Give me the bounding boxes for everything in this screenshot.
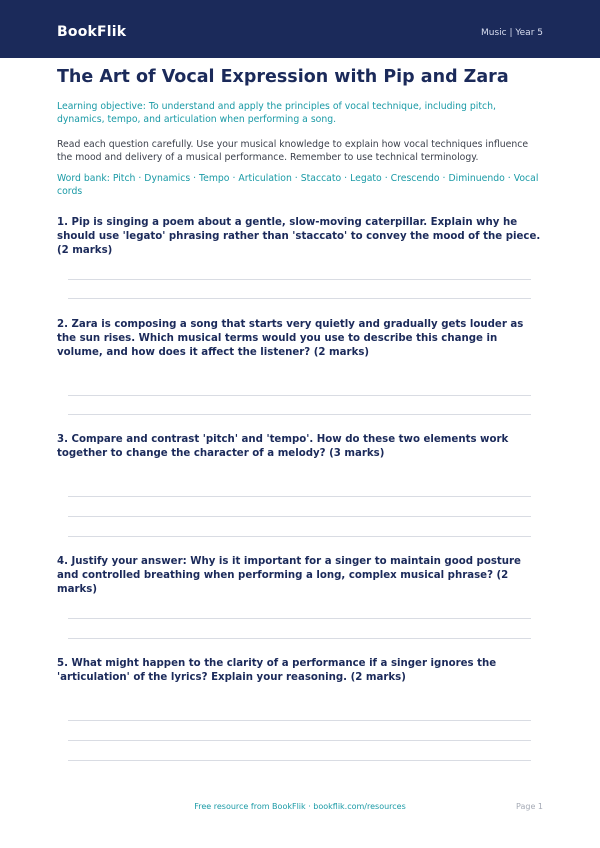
word-bank: Word bank: Pitch · Dynamics · Tempo · Articulation · Staccato · Legato · Crescendo · Diminuendo · Vocal cords [57, 173, 539, 197]
question-4: 4. Justify your answer: Why is it important for a singer to maintain good posture and controlled breathing when performing a long, complex musical phrase? (2 marks) [57, 556, 521, 595]
answer-line[interactable] [68, 638, 531, 639]
question-5: 5. What might happen to the clarity of a performance if a singer ignores the 'articulation' of the lyrics? Explain your reasoning. (2 marks) [57, 658, 497, 683]
answer-line[interactable] [68, 279, 531, 280]
answer-line[interactable] [68, 720, 531, 721]
answer-line[interactable] [68, 496, 531, 497]
answer-line[interactable] [68, 395, 531, 396]
answer-line[interactable] [68, 298, 531, 299]
question-2: 2. Zara is composing a song that starts very quietly and gradually gets louder as the sun rises. Which musical terms would you use to describe this change in volume, and how does it affect the listener? (2 marks) [57, 319, 524, 358]
answer-line[interactable] [68, 618, 531, 619]
answer-line[interactable] [68, 414, 531, 415]
answer-line[interactable] [68, 536, 531, 537]
instructions: Read each question carefully. Use your musical knowledge to explain how vocal techniques influence the mood and delivery of a musical performance. Remember to use technical terminology. [57, 139, 529, 163]
brand-logo: BookFlik [57, 24, 127, 40]
answer-line[interactable] [68, 740, 531, 741]
footer-credit[interactable]: Free resource from BookFlik · bookflik.com/resources [194, 802, 406, 811]
page-number: Page 1 [516, 802, 543, 811]
page-header [0, 0, 600, 58]
learning-objective: Learning objective: To understand and apply the principles of vocal technique, including pitch, dynamics, tempo, and articulation when performing a song. [57, 101, 496, 125]
question-1: 1. Pip is singing a poem about a gentle, slow-moving caterpillar. Explain why he should use 'legato' phrasing rather than 'staccato' to convey the mood of the piece. (2 marks) [57, 217, 541, 256]
question-3: 3. Compare and contrast 'pitch' and 'tempo'. How do these two elements work together to change the character of a melody? (3 marks) [57, 434, 509, 459]
subject-year-label: Music | Year 5 [480, 28, 543, 38]
worksheet-title: The Art of Vocal Expression with Pip and Zara [57, 67, 509, 87]
answer-line[interactable] [68, 760, 531, 761]
answer-line[interactable] [68, 516, 531, 517]
